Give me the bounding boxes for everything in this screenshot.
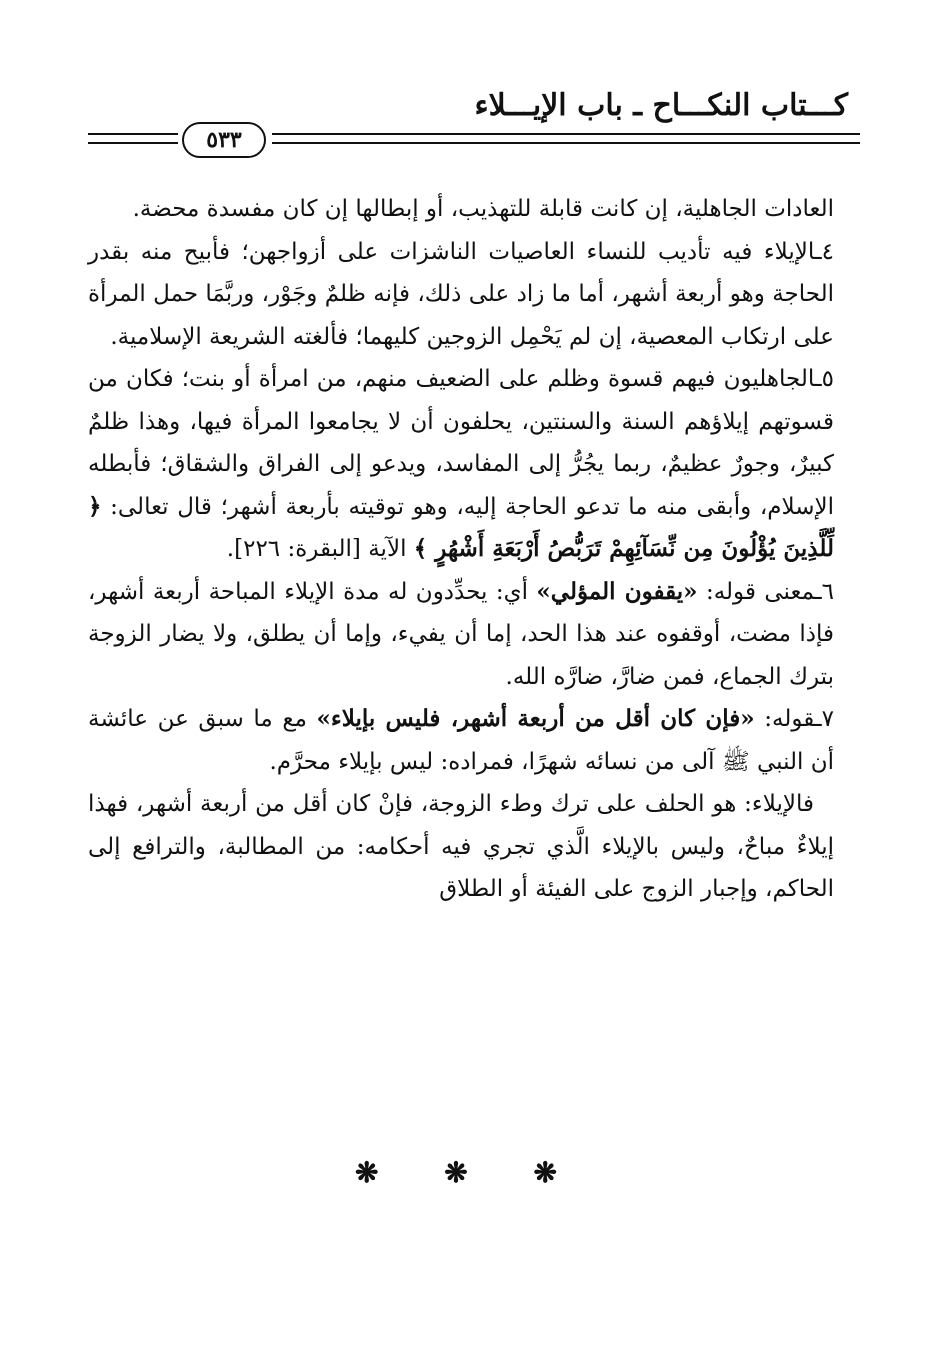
- paragraph-5-quote: «فإن كان أقل من أربعة أشهر، فليس بإيلاء»: [316, 705, 755, 732]
- item-number-6: ٦ـ: [814, 578, 834, 605]
- item-number-7: ٧ـ: [814, 706, 835, 732]
- header-rule-right-top: [272, 133, 860, 135]
- paragraph-4-text-before: معنى قوله:: [705, 578, 815, 605]
- paragraph-6: [88, 783, 834, 911]
- paragraph-3-text-after: الآية [البقرة: ٢٢٦].: [226, 536, 407, 562]
- paragraph-4: [88, 571, 834, 699]
- page-number: ٥٣٣: [182, 122, 266, 158]
- quran-verse: ﴿ لِّلَّذِينَ يُؤْلُونَ مِن نِّسَآئِهِمْ تَرَبُّصُ أَرْبَعَةِ أَشْهُرٍ ﴾: [88, 492, 834, 562]
- item-number-4: ٤ـ: [814, 238, 834, 265]
- paragraph-1-text: العادات الجاهلية، إن كانت قابلة للتهذيب، أو إبطالها إن كان مفسدة محضة.: [132, 196, 834, 222]
- paragraph-5: [88, 698, 834, 783]
- paragraph-5-text-after: مع ما سبق عن عائشة أن النبي ﷺ آلى من نسائه شهرًا، فمراده: ليس بإيلاء محرَّم.: [88, 706, 834, 775]
- paragraph-1: [88, 188, 834, 231]
- header-title: كـــتاب النكـــاح ـ باب الإيـــلاء: [474, 88, 848, 123]
- header-rule-left-bottom: [88, 142, 178, 144]
- paragraph-6-text: فالإيلاء: هو الحلف على ترك وطء الزوجة، فإنْ كان أقل من أربعة أشهر، فهذا إيلاءٌ مباحٌ، وليس بالإيلاء الَّذي تجري فيه أحكامه: من المطالبة، والترافع إلى الحاكم، وإجبار الزوج على الفيئة أو الطلاق: [88, 791, 834, 902]
- paragraph-2: [88, 231, 834, 359]
- page-body: [88, 188, 834, 911]
- paragraph-5-text-before: قوله:: [764, 706, 815, 732]
- header-rule-right-bottom: [272, 142, 860, 144]
- paragraph-4-text-after: أي: يحدِّدون له مدة الإيلاء المباحة أربعة أشهر، فإذا مضت، أوقفوه عند هذا الحد، إما أن يفيء، وإما أن يطلق، ولا يضار الزوجة بترك الجماع، فمن ضارَّ، ضارَّه الله.: [88, 578, 834, 690]
- paragraph-3-text-before: الجاهليون فيهم قسوة وظلم على الضعيف منهم، من امرأة أو بنت؛ فكان من قسوتهم إيلاؤهم السنة والسنتين، يحلفون أن لا يجامعوا المرأة فيها، وهذا ظلمٌ كبيرٌ، وجورٌ عظيمٌ، ربما يجُرُّ إلى المفاسد، ويدعو إلى الفراق والشقاق؛ فأبطله الإسلام، وأبقى منه ما تدعو الحاجة إليه، وهو توقيته بأربعة أشهر؛ قال تعالى:: [88, 366, 835, 520]
- section-end-stars: ❋ ❋ ❋: [355, 1156, 585, 1189]
- paragraph-3: [88, 358, 834, 571]
- header-rule-left-top: [88, 133, 178, 135]
- paragraph-4-quote: «يقفون المؤلي»: [536, 577, 698, 605]
- paragraph-2-text: الإيلاء فيه تأديب للنساء العاصيات الناشزات على أزواجهن؛ فأبيح منه بقدر الحاجة وهو أربعة أشهر، أما ما زاد على ذلك، فإنه ظلمٌ وجَوْر، وربَّمَا حمل المرأة على ارتكاب المعصية، إن لم يَحْمِل الزوجين كليهما؛ فألغته الشريعة الإسلامية.: [88, 238, 834, 350]
- item-number-5: ٥ـ: [814, 366, 834, 392]
